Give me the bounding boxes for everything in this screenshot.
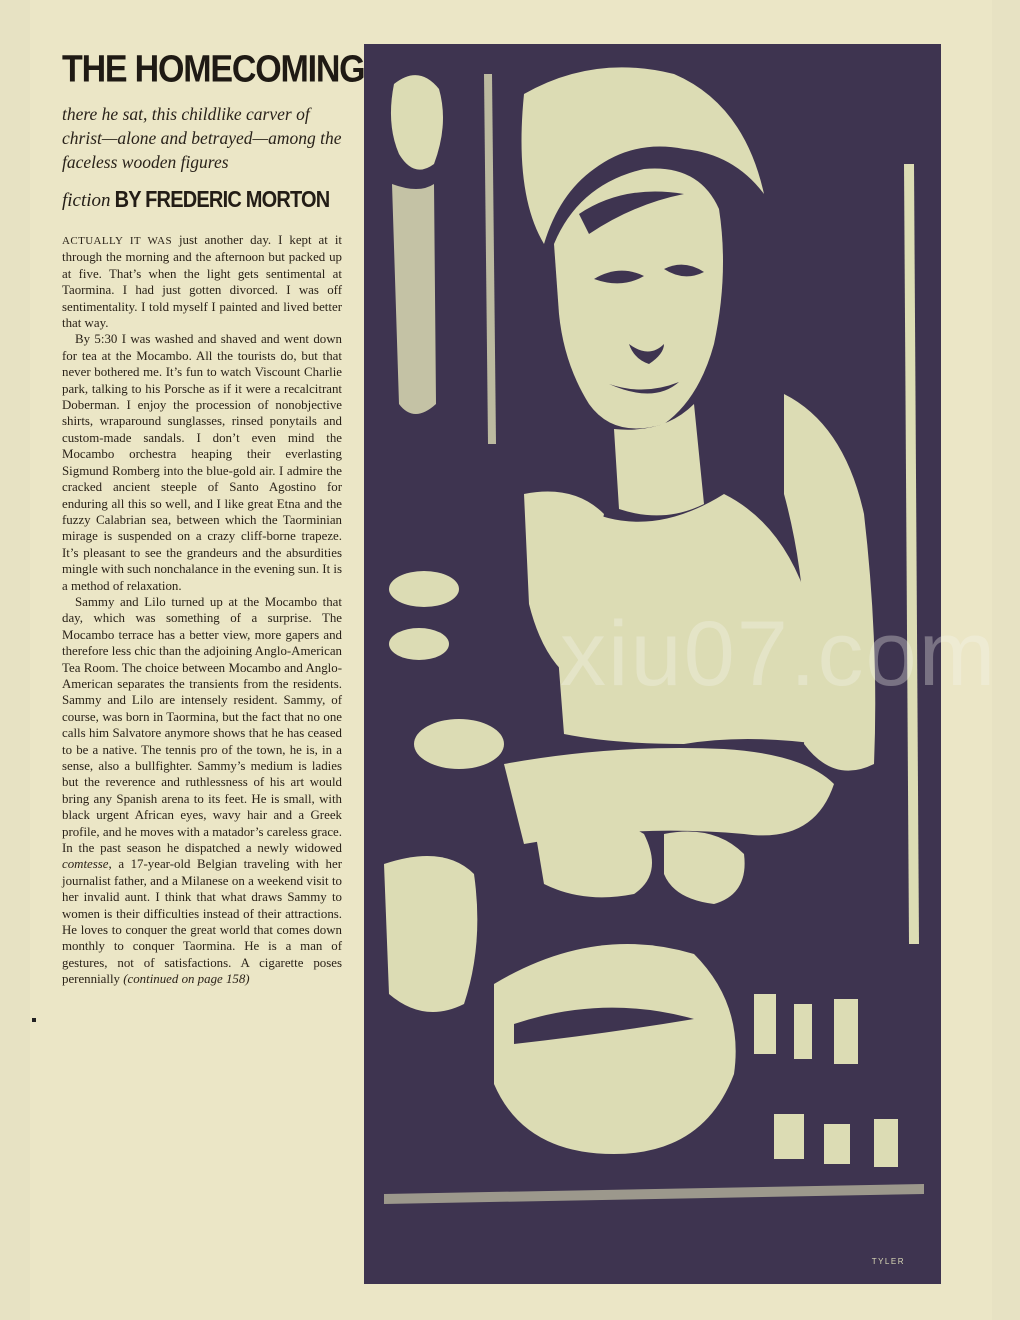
article-body	[62, 232, 342, 988]
continued-note: (continued on page 158)	[123, 972, 250, 987]
woodcut-drawing	[364, 44, 941, 1284]
paragraph-3	[62, 594, 342, 988]
paragraph-3-text-a: Sammy and Lilo turned up at the Mocambo that day, which was something of a surprise. The Mocambo terrace has a better view, more gapers and therefore less chic than the adjoining Anglo-American Tea Room. The choice between Mocambo and Anglo-American separates the transients from the residents. Sammy and Lilo are intensely resident. Sammy, of course, was born in Taormina, but the fact that no one calls him Salvatore anymore shows that he has ceased to be a native. The tennis pro of the town, he is, in a sense, also a bullfighter. Sammy’s medium is ladies but the reverence and ruthlessness of his art would bring any Spanish arena to its feet. He is small, with black urgent African eyes, wavy hair and a Greek profile, and he moves with a matador’s careless grace. In the past season he dispatched a newly widowed	[62, 594, 342, 856]
headline: THE HOMECOMING	[62, 47, 365, 91]
paragraph-1	[62, 232, 342, 331]
paragraph-2: By 5:30 I was washed and shaved and went down for tea at the Mocambo. All the tourists do, but that never bothered me. It’s fun to watch Viscount Charlie park, talking to his Porsche as if it were a recalcitrant Doberman. I enjoy the procession of nonobjective shirts, wraparound sunglasses, rinsed ponytails and custom-made sandals. I don’t even mind the Mocambo orchestra heaping their everlasting Sigmund Romberg into the blue-gold air. I admire the cracked ancient steeple of Santo Agostino for enduring all this so well, and I like great Etna and the fuzzy Calabrian sea, between which the Taorminian mirage is suspended on a crazy cliff-borne trapeze. It’s pleasant to see the grandeurs and the absurdities mingle with such nonchalance in the evening sun. It is a method of relaxation.	[62, 332, 342, 593]
article-column	[62, 47, 365, 1290]
watermark: xiu07.com	[560, 603, 998, 705]
woodcut-illustration	[364, 44, 941, 1284]
print-mark	[32, 1018, 36, 1022]
deck: there he sat, this childlike carver of christ—alone and betrayed—among the faceless wooden figures	[62, 104, 342, 172]
paragraph-1-text: just another day. I kept at it through the morning and the afternoon but packed up at five. That’s when the light gets sentimental at Taormina. I had just gotten divorced. I was off sentimentality. I told myself I painted and lived better that way.	[62, 233, 342, 331]
paragraph-3-text-b: , a 17-year-old Belgian traveling with her journalist father, and a Milanese on a weekend visit to her invalid aunt. I think that what draws Sammy to women is their difficulties instead of their attractions. He loves to conquer the great world that comes down monthly to conquer Taormina. He is a man of gestures, not of satisfactions. A cigarette poses perennially	[62, 857, 342, 987]
emphasis-comtesse: comtesse	[62, 857, 109, 872]
byline	[62, 187, 342, 213]
byline-kind: fiction	[62, 190, 111, 211]
illustration-credit: TYLER	[871, 1257, 905, 1266]
lead-in: ACTUALLY IT WAS	[62, 235, 172, 247]
byline-author: BY FREDERIC MORTON	[114, 187, 330, 213]
